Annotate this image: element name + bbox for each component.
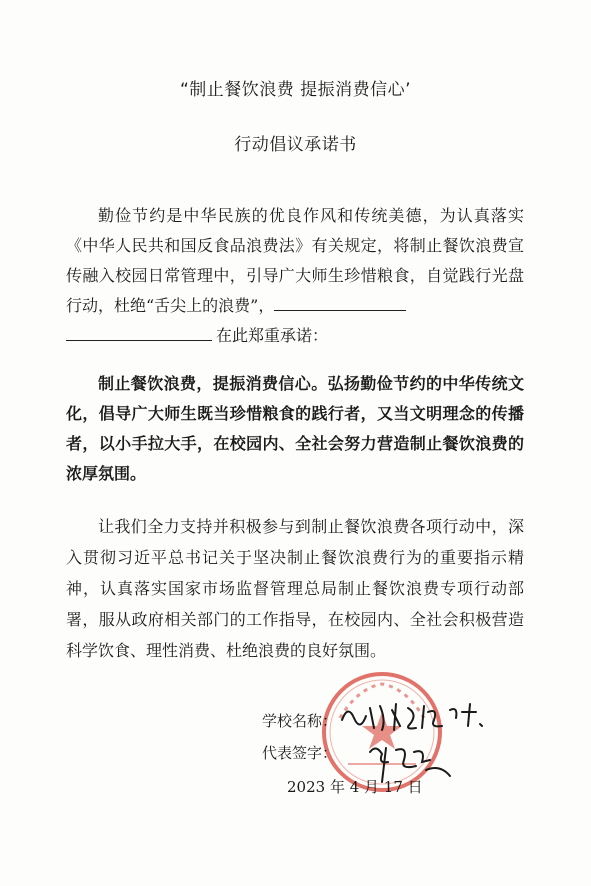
fill-in-blank xyxy=(274,294,406,311)
pledge-text: 在此郑重承诺： xyxy=(216,326,329,345)
document-subtitle: 行动倡议承诺书 xyxy=(234,135,357,155)
handwritten-signatures xyxy=(330,690,530,790)
school-name-label: 学校名称： xyxy=(262,712,338,730)
paragraph-intro-text: 勤俭节约是中华民族的优良作风和传统美德，为认真落实《中华人民共和国反食品浪费法》有关规定，将制止餐饮浪费宣传融入校园日常管理中，引导广大师生珍惜粮食，自觉践行光盘行动，杜绝“舌尖上的浪费”， xyxy=(66,206,524,315)
document-title: “制止餐饮浪费 提振消费信心’ xyxy=(179,80,412,100)
paragraph-intro xyxy=(66,201,524,351)
signing-date: 2023 年 4 月 17 日 xyxy=(287,778,423,796)
paragraph-pledge: 制止餐饮浪费，提振消费信心。弘扬勤俭节约的中华传统文化，倡导广大师生既当珍惜粮食的践行者，又当文明理念的传播者，以小手拉大手，在校园内、全社会努力营造制止餐饮浪费的浓厚氛围。 xyxy=(66,374,524,483)
fill-in-blank xyxy=(66,324,212,341)
paragraph-action: 让我们全力支持并积极参与到制止餐饮浪费各项行动中，深入贯彻习近平总书记关于坚决制止餐饮浪费行为的重要指示精神，认真落实国家市场监督管理总局制止餐饮浪费专项行动部署，服从政府相关部门的工作指导，在校园内、全社会积极营造科学饮食、理性消费、杜绝浪费的良好氛围。 xyxy=(66,517,524,660)
representative-label: 代表签字： xyxy=(262,744,338,762)
pledge-line xyxy=(66,321,524,351)
